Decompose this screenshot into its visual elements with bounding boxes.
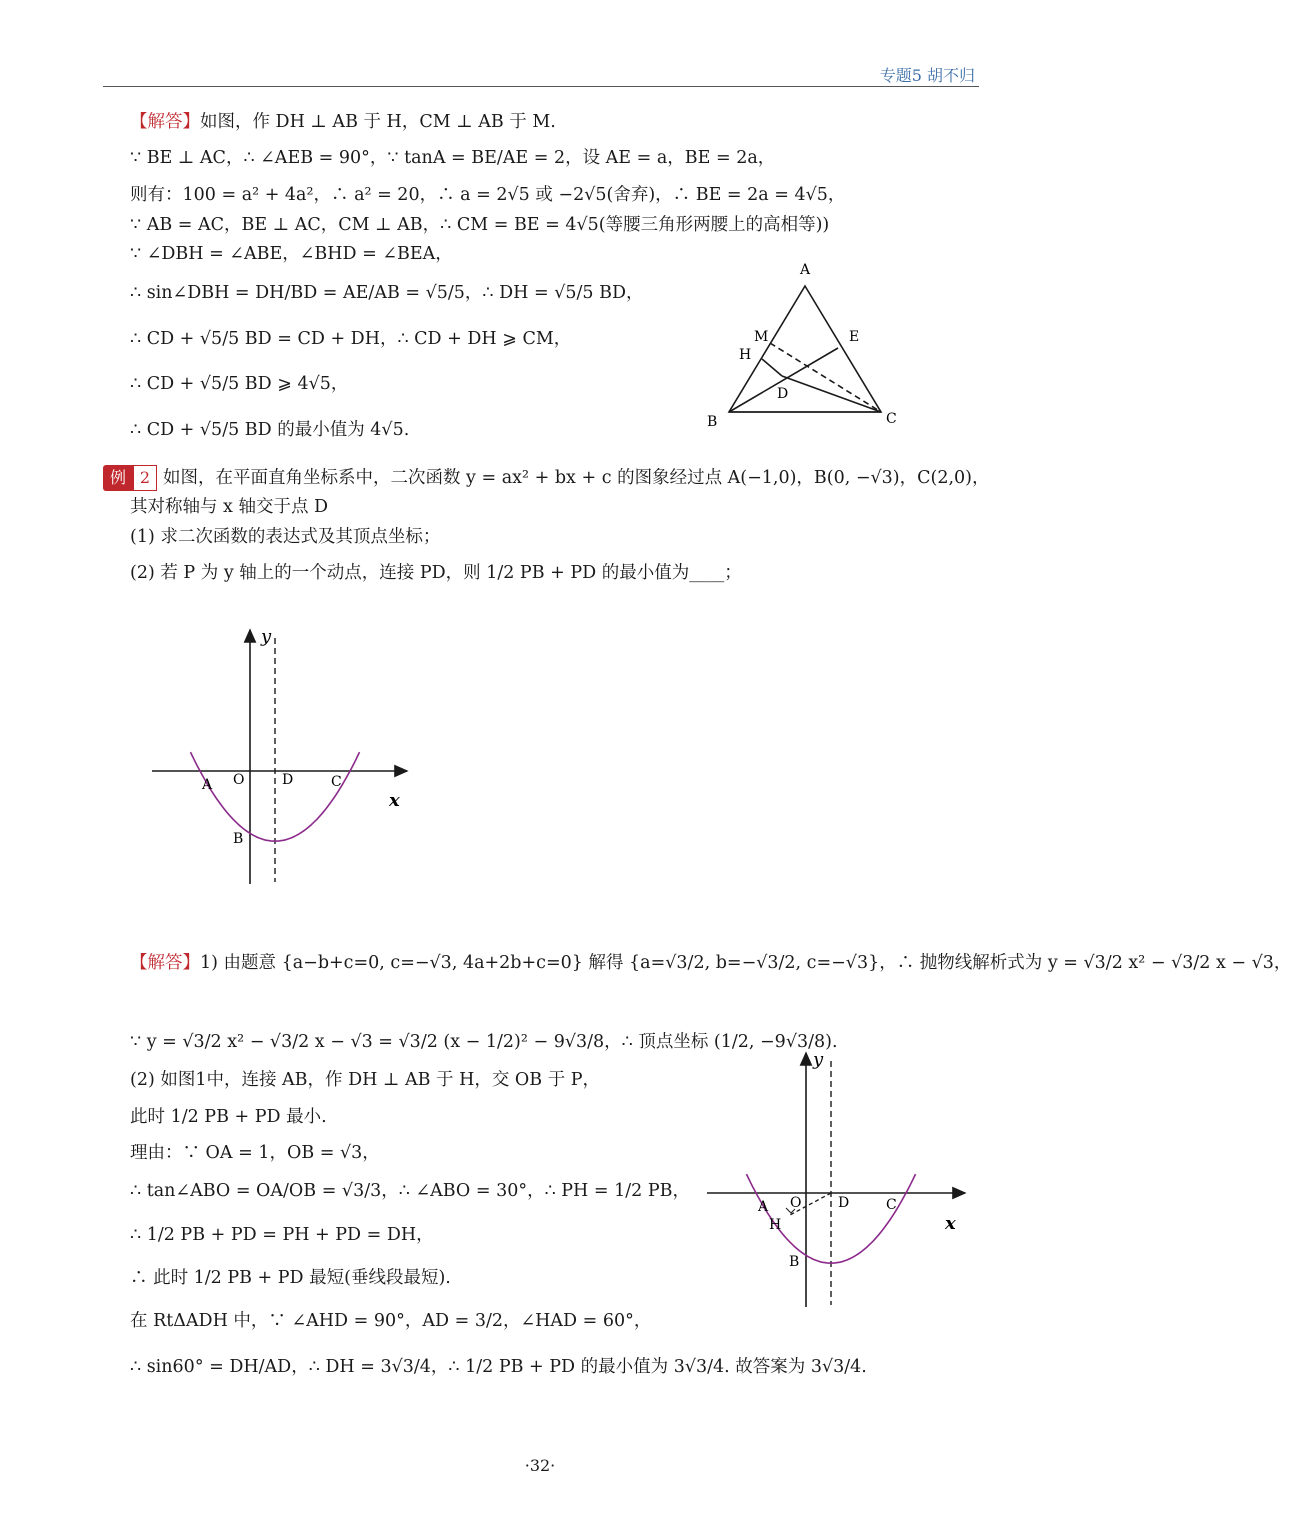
solution1-line-3: 则有：100 = a² + 4a²，∴ a² = 20，∴ a = 2√5 或 −2√5(舍弃)，∴ BE = 2a = 4√5，	[130, 185, 846, 205]
page-number: ·32·	[524, 1456, 556, 1475]
label-o: O	[790, 1195, 802, 1211]
solution1-line-7: ∴ CD + √5/5 BD = CD + DH，∴ CD + DH ⩾ CM，	[130, 329, 572, 349]
parabola-graph-1	[145, 620, 420, 890]
solution1-line-6: ∴ sin∠DBH = DH/BD = AE/AB = √5/5，∴ DH = √5/5 BD，	[130, 283, 644, 303]
example-number: 2	[133, 465, 157, 491]
triangle-abc	[729, 286, 881, 412]
solution1-line-2: ∵ BE ⊥ AC，∴ ∠AEB = 90°，∵ tanA = BE/AE = 2，设 AE = a，BE = 2a，	[130, 148, 776, 168]
segment-hd	[762, 359, 782, 376]
solution1-line-9: ∴ CD + √5/5 BD 的最小值为 4√5.	[130, 420, 410, 440]
label-d: D	[838, 1195, 850, 1211]
example-badge	[103, 465, 159, 491]
label-a: A	[800, 262, 811, 278]
label-m: M	[754, 329, 769, 345]
label-a: A	[202, 777, 213, 793]
solution2-line-2: ∵ y = √3/2 x² − √3/2 x − √3 = √3/2 (x − 1/2)² − 9√3/8，∴ 顶点坐标 (1/2, −9√3/8).	[130, 1032, 838, 1052]
solution1-line-5: ∵ ∠DBH = ∠ABE，∠BHD = ∠BEA，	[130, 244, 453, 264]
solution1-line-1: 【解答】如图，作 DH ⊥ AB 于 H，CM ⊥ AB 于 M.	[130, 112, 556, 132]
solution-tag: 【解答】	[130, 112, 200, 132]
label-d: D	[777, 386, 789, 402]
label-o: O	[233, 772, 245, 788]
solution1-line-8: ∴ CD + √5/5 BD ⩾ 4√5，	[130, 374, 349, 394]
example2-line-2: 其对称轴与 x 轴交于点 D	[130, 497, 329, 517]
example2-line-3: (1) 求二次函数的表达式及其顶点坐标；	[130, 527, 441, 547]
parabola-graph-2	[700, 1045, 975, 1313]
solution-tag: 【解答】	[130, 953, 200, 973]
solution2-line-1: 【解答】1) 由题意 {a−b+c=0, c=−√3, 4a+2b+c=0} 解得 {a=√3/2, b=−√3/2, c=−√3}，∴ 抛物线解析式为 y = √3/2 x² − √3/2 x − √3，	[130, 953, 1291, 973]
label-d: D	[282, 772, 294, 788]
label-h: H	[769, 1217, 782, 1233]
solution2-line-9: 在 RtΔADH 中，∵ ∠AHD = 90°，AD = 3/2，∠HAD = 60°，	[130, 1311, 652, 1331]
solution2-line-6: ∴ tan∠ABO = OA/OB = √3/3，∴ ∠ABO = 30°，∴ PH = 1/2 PB，	[130, 1181, 690, 1201]
parabola-curve	[191, 752, 360, 841]
triangle-figure	[700, 255, 915, 435]
example-label: 例	[103, 465, 133, 491]
label-c: C	[331, 774, 342, 790]
x-label: x	[389, 790, 400, 811]
solution2-line-4: 此时 1/2 PB + PD 最小.	[130, 1107, 327, 1127]
label-e: E	[849, 329, 860, 345]
solution2-line-5: 理由：∵ OA = 1，OB = √3，	[130, 1143, 380, 1163]
x-label: x	[945, 1213, 956, 1234]
example2-line-1: 如图，在平面直角坐标系中，二次函数 y = ax² + bx + c 的图象经过点 A(−1,0)，B(0, −√3)，C(2,0)，	[163, 468, 990, 488]
solution1-line-4: ∵ AB = AC，BE ⊥ AC，CM ⊥ AB，∴ CM = BE = 4√5(等腰三角形两腰上的高相等))	[130, 215, 830, 235]
running-header: 专题5 胡不归	[879, 66, 975, 85]
label-c: C	[886, 1197, 897, 1213]
label-c: C	[886, 411, 897, 427]
label-b: B	[233, 831, 244, 847]
label-a: A	[758, 1199, 769, 1215]
solution2-line-7: ∴ 1/2 PB + PD = PH + PD = DH，	[130, 1225, 434, 1245]
label-h: H	[739, 347, 752, 363]
solution2-line-3: (2) 如图1中，连接 AB，作 DH ⊥ AB 于 H，交 OB 于 P，	[130, 1070, 601, 1090]
y-label: y	[261, 626, 272, 647]
label-b: B	[707, 414, 718, 430]
header-rule	[103, 86, 979, 87]
label-b: B	[789, 1254, 800, 1270]
example2-line-4: (2) 若 P 为 y 轴上的一个动点，连接 PD，则 1/2 PB + PD 的最小值为____；	[130, 563, 742, 583]
y-label: y	[813, 1049, 824, 1070]
solution2-line-10: ∴ sin60° = DH/AD，∴ DH = 3√3/4，∴ 1/2 PB + PD 的最小值为 3√3/4. 故答案为 3√3/4.	[130, 1357, 867, 1377]
solution2-line-8: ∴ 此时 1/2 PB + PD 最短(垂线段最短).	[130, 1268, 451, 1288]
